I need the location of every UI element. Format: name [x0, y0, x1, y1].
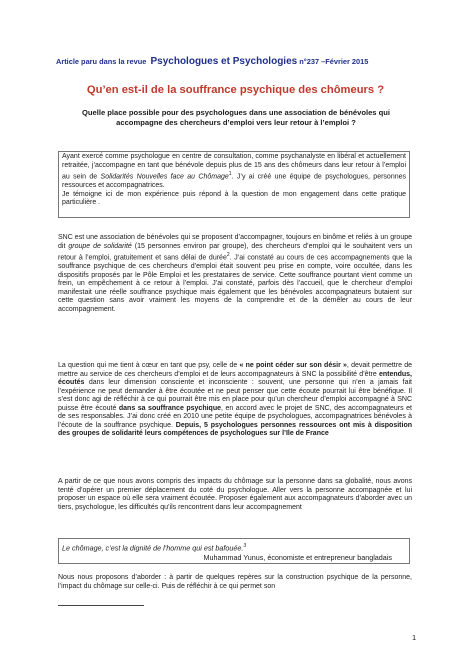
article-title: Qu’en est-il de la souffrance psychique des chômeurs ? [86, 84, 385, 96]
paragraph-1: SNC est une association de bénévoles qui se proposent d’accompagner, toujours en binôme et reliés à un groupe dit groupe de solidarité (15 personnes environ par groupe), des chercheurs d’emploi qui le souhaitent vers un retour à l’emploi, gratuitement et sans délai de durée$^2$. J’ai constaté au cours de ces accompagnements que la souffrance psychique de ces chercheurs d’emploi était souvent peu prise en compte, voire occultée, dans les dispositifs proposés par le Pôle Emploi et les prestataires de service. Cette souffrance pourtant vient comme un frein, un empêchement à ce retour à l’emploi. J’ai constaté, parfois dès l’accueil, que le chercheur d’emploi manifestait une réelle souffrance psychique mais également que les bénévoles accompagnateurs butaient sur cette question sans avoir vraiment les moyens de la comprendre et de la démêler au cours de leur accompagnement. [58, 234, 412, 313]
footnote-ref-2: 2 [226, 252, 230, 259]
header-prefix: Article paru dans la revue [56, 57, 147, 66]
group-term: groupe de solidarité [68, 242, 132, 250]
intro-paragraph-2: Je témoigne ici de mon expérience puis répond à la question de mon engagement dans cette pratique particulière . [62, 190, 406, 207]
footnote-ref-3: 3 [243, 543, 247, 549]
article-question: Quelle place possible pour des psychologues dans une association de bénévoles qui accompagne des chercheurs d’emploi vers leur retour à l’emploi ? [81, 108, 391, 127]
journal-name: Psychologues et Psychologies [150, 56, 298, 67]
paragraph-2: La question qui me tient à cœur en tant que psy, celle de « ne point céder sur son désir », devait permettre de mettre au service de ces chercheurs d’emploi et de leurs accompagnateurs à SNC la possibilité d’être entendus, écoutés dans leur dimension consciente et inconsciente : souvent, une personne qui n’en a jamais fait l’expérience ne peut demander à être écoutée et ne peut penser que cette écoute pourrait lui être bénéfique. Il s’est donc agi de réfléchir à ce qui pourrait être mis en place pour qu’un chercheur d’emploi accompagné à SNC puisse être écouté dans sa souffrance psychique, en accord avec le projet de SNC, des accompagnateurs et de ses responsables. J’ai donc créé en 2010 une petite équipe de psychologues, accompagnatrices bénévoles à l’écoute de la souffrance psychique. Depuis, 5 psychologues personnes ressources ont mis à disposition des groupes de solidarité leurs compétences de psychologues sur l’Ile de France [58, 362, 412, 438]
association-name: Solidarités Nouvelles face au Chômage [100, 173, 229, 181]
quote-text: Le chômage, c’est la dignité de l’homme qui est bafouée.$^3$ [62, 543, 247, 553]
quote-author: Muhammad Yunus, économiste et entrepreneur bangladais [203, 553, 392, 563]
paragraph-4: Nous nous proposons d’aborder : à partir de quelques repères sur la construction psychique de la personne, l’impact du chômage sur celle-ci. Puis de réfléchir à ce qui permet son [58, 574, 412, 590]
issue-info: n°237 –Février 2015 [299, 57, 369, 66]
quote-box [58, 538, 410, 564]
footnote-ref-1: 1 [228, 171, 232, 178]
page-number: 1 [412, 633, 417, 642]
intro-paragraph-1: Ayant exercé comme psychologue en centre de consultation, comme psychanalyste en libéral et actuellement retraitée, j’accompagne en tant que bénévole depuis plus de 15 ans des chômeurs dans leur retour à l’emploi au sein de Solidarités Nouvelles face au Chômage$^1$. J’y ai créé une équipe de psychologues, personnes ressources et accompagnatrices. [62, 153, 406, 189]
publication-header [56, 56, 436, 67]
paragraph-3: A partir de ce que nous avons compris des impacts du chômage sur la personne dans sa globalité, nous avons tenté d’opérer un premier déplacement du coté du psychologue. Aller vers la personne accompagnée et lui proposer un espace où elle sera vraiment écoutée. Proposer également aux accompagnateurs d’aborder avec un tiers, psychologue, les difficultés qu’ils rencontrent dans leur accompagnement [58, 478, 412, 511]
footnote-separator [58, 605, 144, 606]
intro-box [58, 151, 410, 218]
